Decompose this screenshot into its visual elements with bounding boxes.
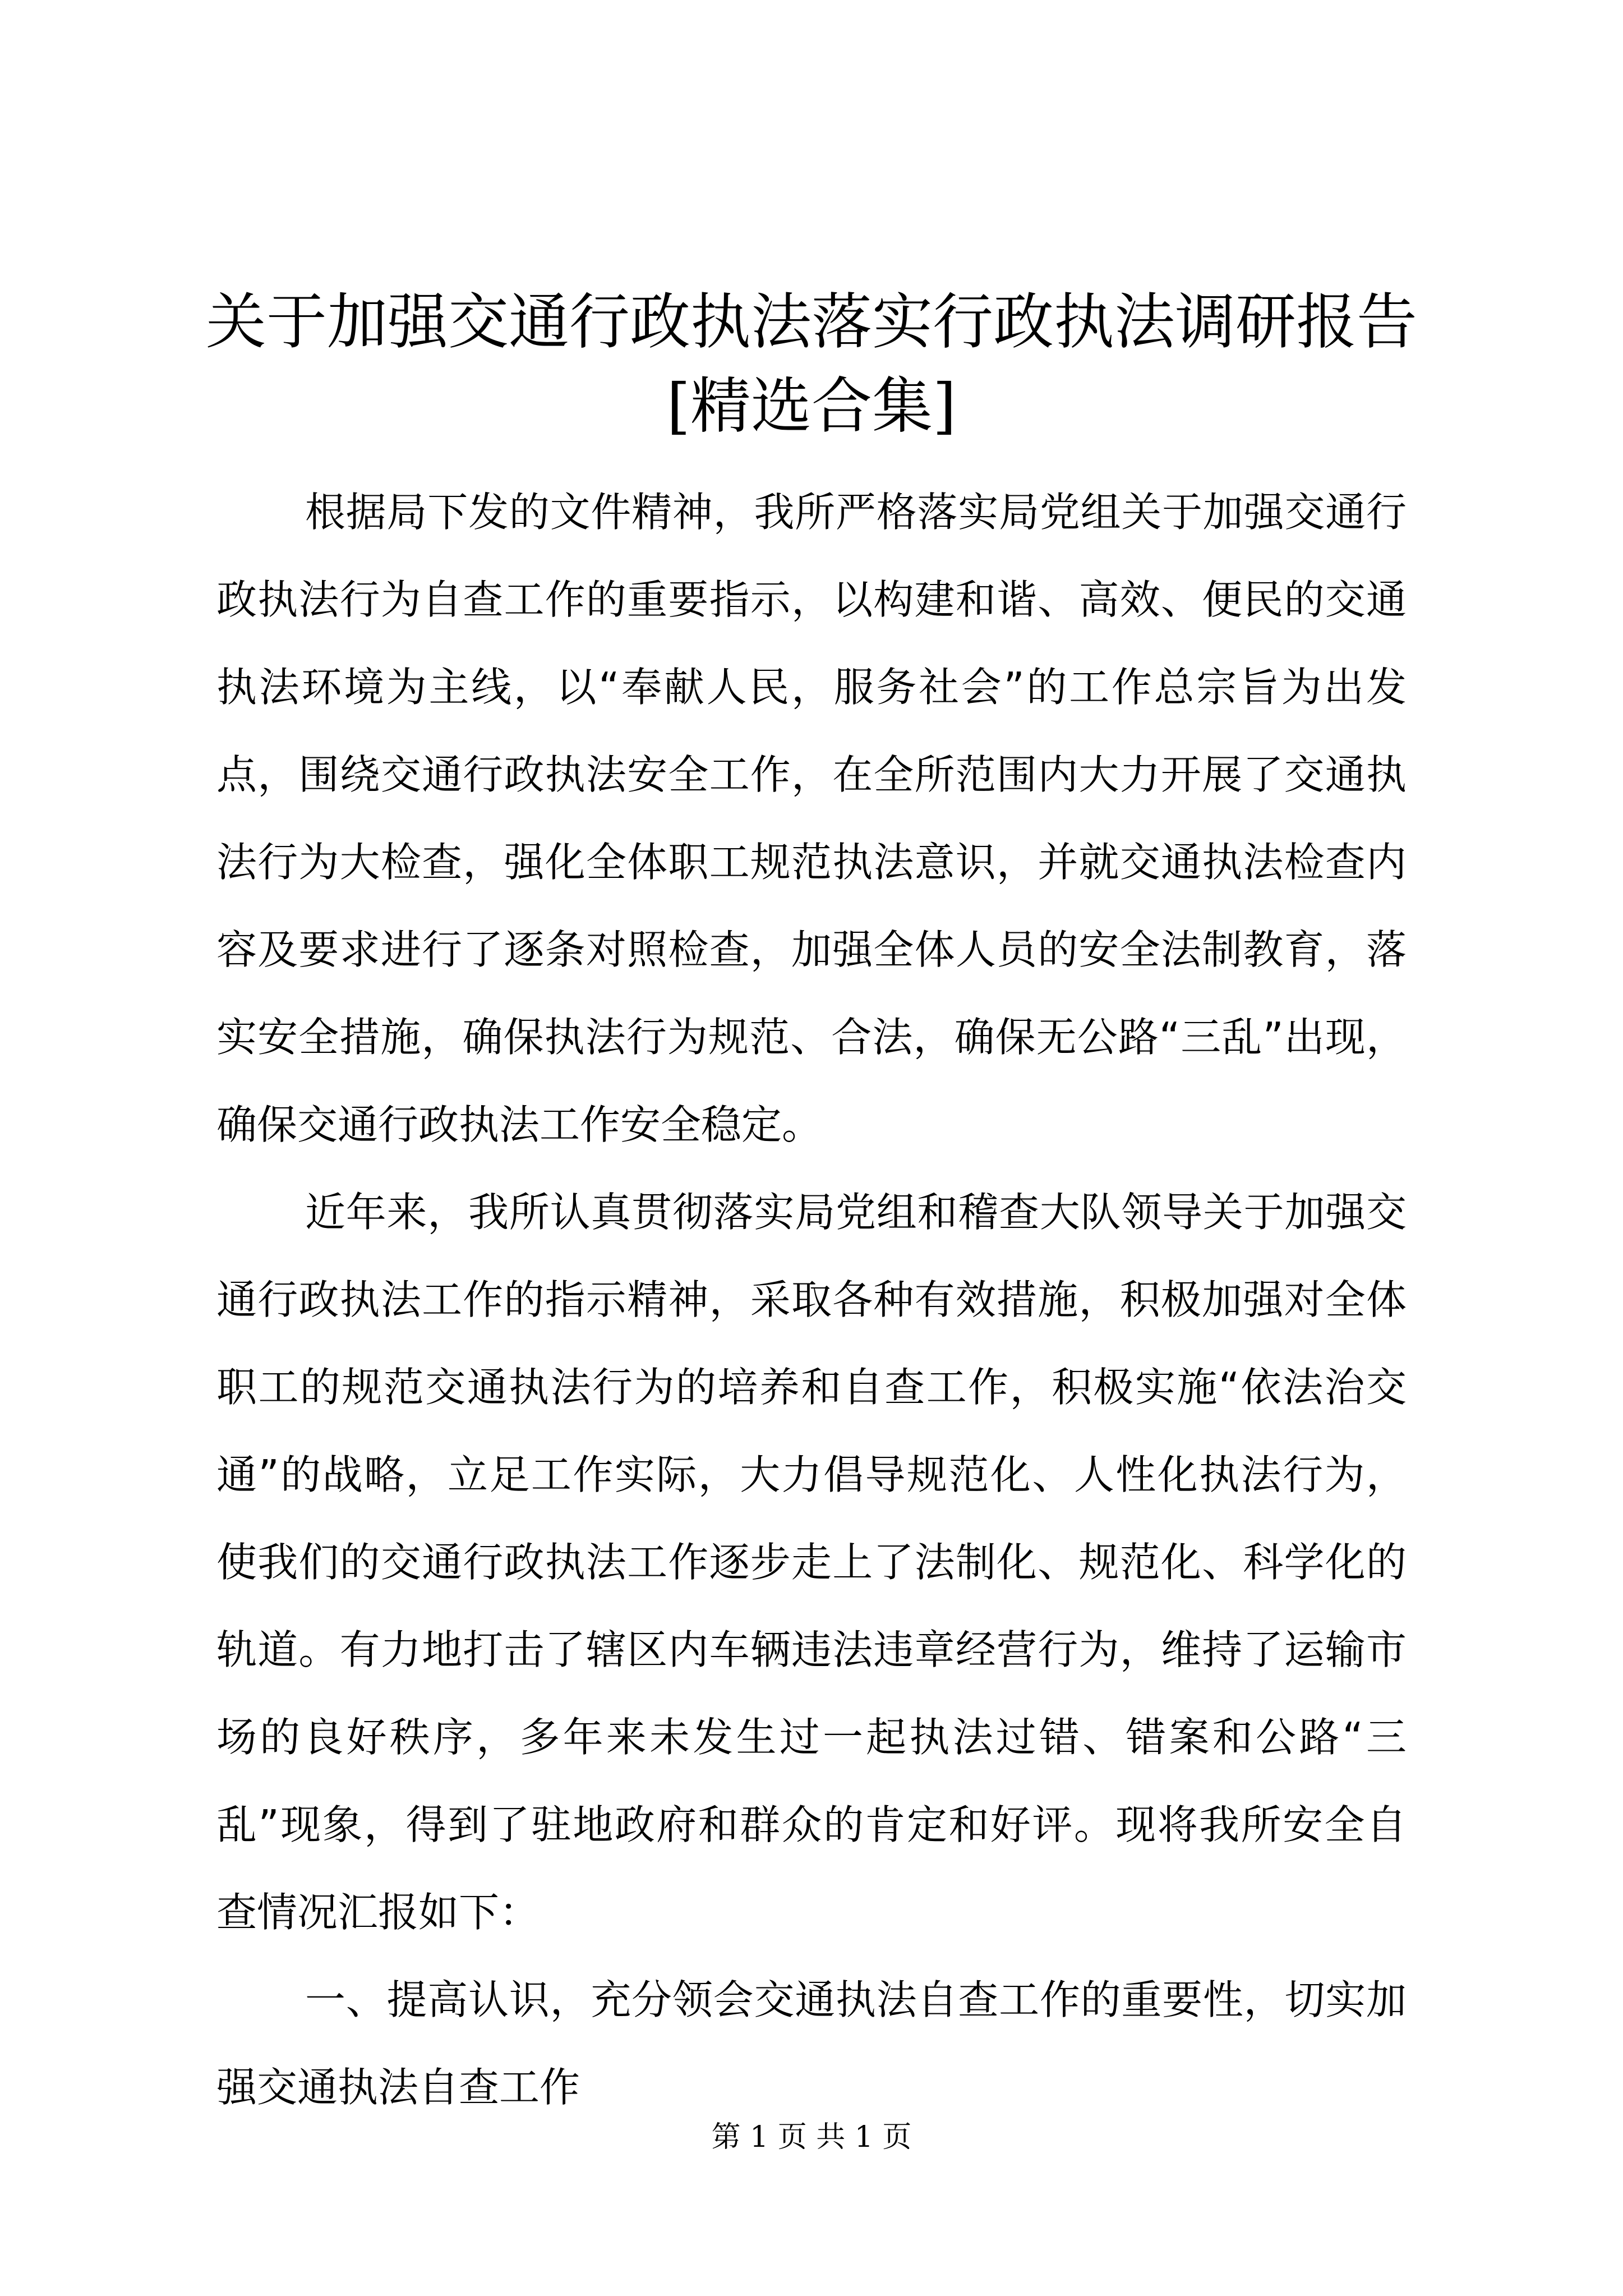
- section-heading: 一、提高认识，充分领会交通执法自查工作的重要性，切实加强交通执法自查工作: [216, 1976, 1407, 2111]
- paragraph: 近年来，我所认真贯彻落实局党组和稽查大队领导关于加强交通行政执法工作的指示精神，采取各种有效措施，积极加强对全体职工的规范交通执法行为的培养和自查工作，积极实施“依法治交通”的战略，立足工作实际，大力倡导规范化、人性化执法行为，使我们的交通行政执法工作逐步走上了法制化、规范化、科学化的轨道。有力地打击了辖区内车辆违法违章经营行为，维持了运输市场的良好秩序，多年来未发生过一起执法过错、错案和公路“三乱”现象，得到了驻地政府和群众的肯定和好评。现将我所安全自查情况汇报如下：: [216, 1189, 1407, 1936]
- title-line-2: [精选合集]: [666, 371, 957, 441]
- document-body: [216, 468, 1407, 2131]
- title-line-1: 关于加强交通行政执法落实行政执法调研报告: [205, 287, 1417, 357]
- document-title: [112, 280, 1511, 449]
- page-number-footer: 第 1 页 共 1 页: [711, 2120, 912, 2154]
- paragraph: 根据局下发的文件精神，我所严格落实局党组关于加强交通行政执法行为自查工作的重要指示，以构建和谐、高效、便民的交通执法环境为主线，以“奉献人民，服务社会”的工作总宗旨为出发点，围绕交通行政执法安全工作，在全所范围内大力开展了交通执法行为大检查，强化全体职工规范执法意识，并就交通执法检查内容及要求进行了逐条对照检查，加强全体人员的安全法制教育，落实安全措施，确保执法行为规范、合法，确保无公路“三乱”出现，确保交通行政执法工作安全稳定。: [216, 489, 1407, 1148]
